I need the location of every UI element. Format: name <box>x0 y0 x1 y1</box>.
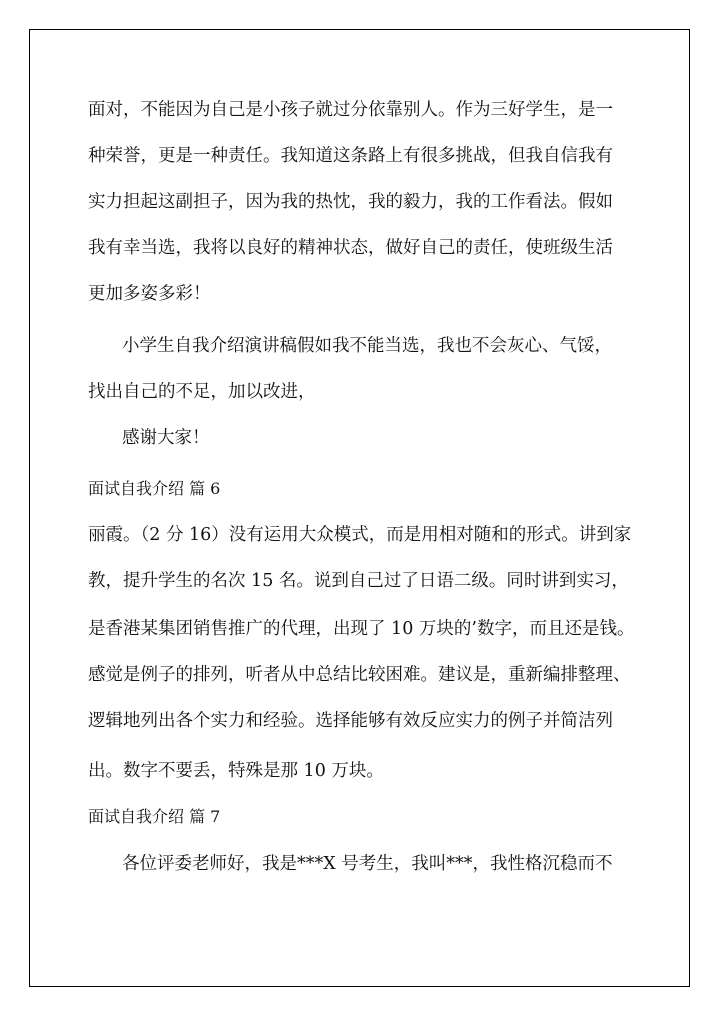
paragraph-line: 各位评委老师好，我是***X 号考生，我叫***，我性格沉稳而不 <box>122 854 613 874</box>
paragraph-line: 教，提升学生的名次 15 名。说到自己过了日语二级。同时讲到实习， <box>88 571 629 591</box>
page-border <box>29 29 690 987</box>
paragraph-line: 感觉是例子的排列，听者从中总结比较困难。建议是，重新编排整理、 <box>88 665 631 685</box>
paragraph-line: 丽霞。（2 分 16）没有运用大众模式，而是用相对随和的形式。讲到家 <box>88 525 632 545</box>
paragraph-line: 种荣誉，更是一种责任。我知道这条路上有很多挑战，但我自信我有 <box>88 146 613 166</box>
section-heading: 面试自我介绍 篇 7 <box>88 807 221 826</box>
paragraph-line: 是香港某集团销售推广的代理，出现了 10 万块的’数字，而且还是钱。 <box>88 619 635 639</box>
paragraph-line: 面对，不能因为自己是小孩子就过分依靠别人。作为三好学生，是一 <box>88 100 613 120</box>
paragraph-line: 找出自己的不足，加以改进， <box>88 382 316 402</box>
paragraph-line: 实力担起这副担子，因为我的热忱，我的毅力，我的工作看法。假如 <box>88 192 613 212</box>
paragraph-line: 出。数字不要丢，特殊是那 10 万块。 <box>88 761 384 781</box>
paragraph-line: 更加多姿多彩！ <box>88 284 211 304</box>
paragraph-line: 逻辑地列出各个实力和经验。选择能够有效反应实力的例子并简洁列 <box>88 711 613 731</box>
section-heading: 面试自我介绍 篇 6 <box>88 479 221 498</box>
paragraph-line: 我有幸当选，我将以良好的精神状态，做好自己的责任，使班级生活 <box>88 238 613 258</box>
paragraph-line: 感谢大家！ <box>122 428 210 448</box>
paragraph-line: 小学生自我介绍演讲稿假如我不能当选，我也不会灰心、气馁， <box>122 336 612 356</box>
